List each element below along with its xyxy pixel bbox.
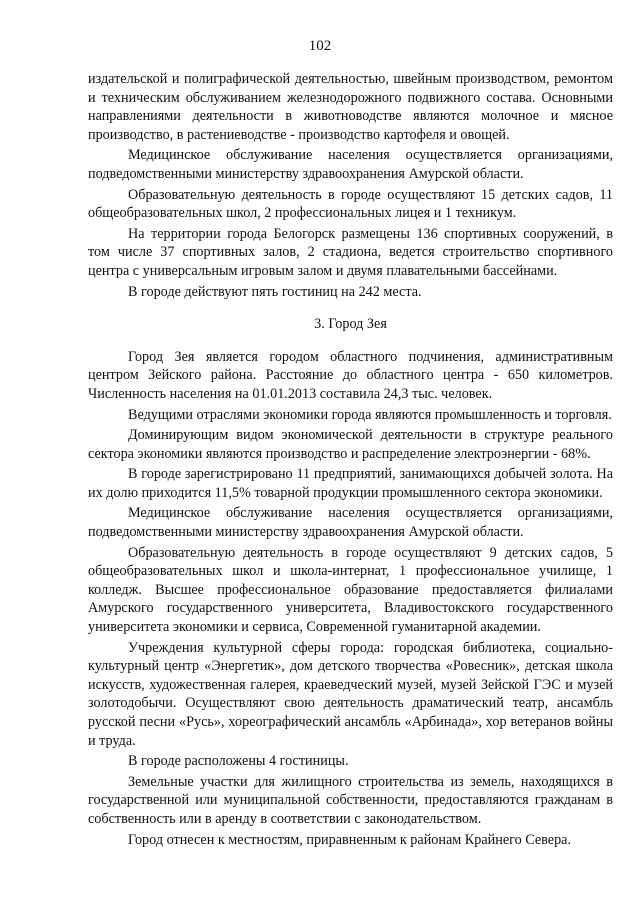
paragraph: Образовательную деятельность в городе осуществляют 15 детских садов, 11 общеобразовательных школ, 2 профессиональных лицея и 1 техникум.	[88, 186, 613, 222]
paragraph: Город отнесен к местностям, приравненным к районам Крайнего Севера.	[128, 831, 572, 848]
paragraph: Медицинское обслуживание населения осуществляется организациями, подведомственными министерству здравоохранения Амурской области.	[88, 147, 613, 182]
paragraph: Ведущими отраслями экономики города являются промышленность и торговля.	[128, 406, 612, 423]
page-number: 102	[308, 38, 332, 54]
paragraph: В городе действуют пять гостиниц на 242 места.	[128, 283, 422, 300]
paragraph: На территории города Белогорск размещены 136 спортивных сооружений, в том числе 37 спортивных залов, 2 стадиона, ведется строительство спортивного центра с универсальным игровым залом и двумя плавательными бассейнами.	[88, 225, 613, 279]
paragraph: Город Зея является городом областного подчинения, административным центром Зейского района. Расстояние до областного центра - 650 километров. Численность населения на 01.01.2013 составила 24,3 тыс. человек.	[88, 348, 613, 402]
paragraph: Учреждения культурной сферы города: городская библиотека, социально-культурный центр «Энергетик», дом детского творчества «Ровесник», детская школа искусств, художественная галерея, краеведческий музей, музей Зейской ГЭС и музей золотодобычи. Осуществляют свою деятельность драматический театр, ансамбль русской песни «Русь», хореографический ансамбль «Арбинада», хор ветеранов войны и труда.	[88, 639, 613, 749]
paragraph: Доминирующим видом экономической деятельности в структуре реального сектора экономики являются производство и распределение электроэнергии - 68%.	[88, 427, 613, 462]
section-title: 3. Город Зея	[314, 316, 387, 333]
paragraph: Земельные участки для жилищного строительства из земель, находящихся в государственной или муниципальной собственности, предоставляются гражданам в собственность или в аренду в соответствии с законодательством.	[88, 773, 613, 827]
paragraph: В городе зарегистрировано 11 предприятий, занимающихся добычей золота. На их долю приходится 11,5% товарной продукции промышленного сектора экономики.	[88, 466, 613, 501]
paragraph: Медицинское обслуживание населения осуществляется организациями, подведомственными министерству здравоохранения Амурской области.	[88, 505, 613, 541]
paragraph: Образовательную деятельность в городе осуществляют 9 детских садов, 5 общеобразовательных школ и школа-интернат, 1 профессиональное училище, 1 колледж. Высшее профессиональное образование предоставляется филиалами Амурского государственного университета, Владивостокского государственного университета экономики и сервиса, Современной гуманитарной академии.	[88, 544, 613, 636]
paragraph: В городе расположены 4 гостиницы.	[128, 753, 349, 770]
document-body	[88, 70, 613, 849]
paragraph: издательской и полиграфической деятельностью, швейным производством, ремонтом и техническим обслуживанием железнодорожного подвижного состава. Основными направлениями деятельности в животноводстве являются молочное и мясное производство, в растениеводстве - производство картофеля и овощей.	[88, 71, 613, 143]
